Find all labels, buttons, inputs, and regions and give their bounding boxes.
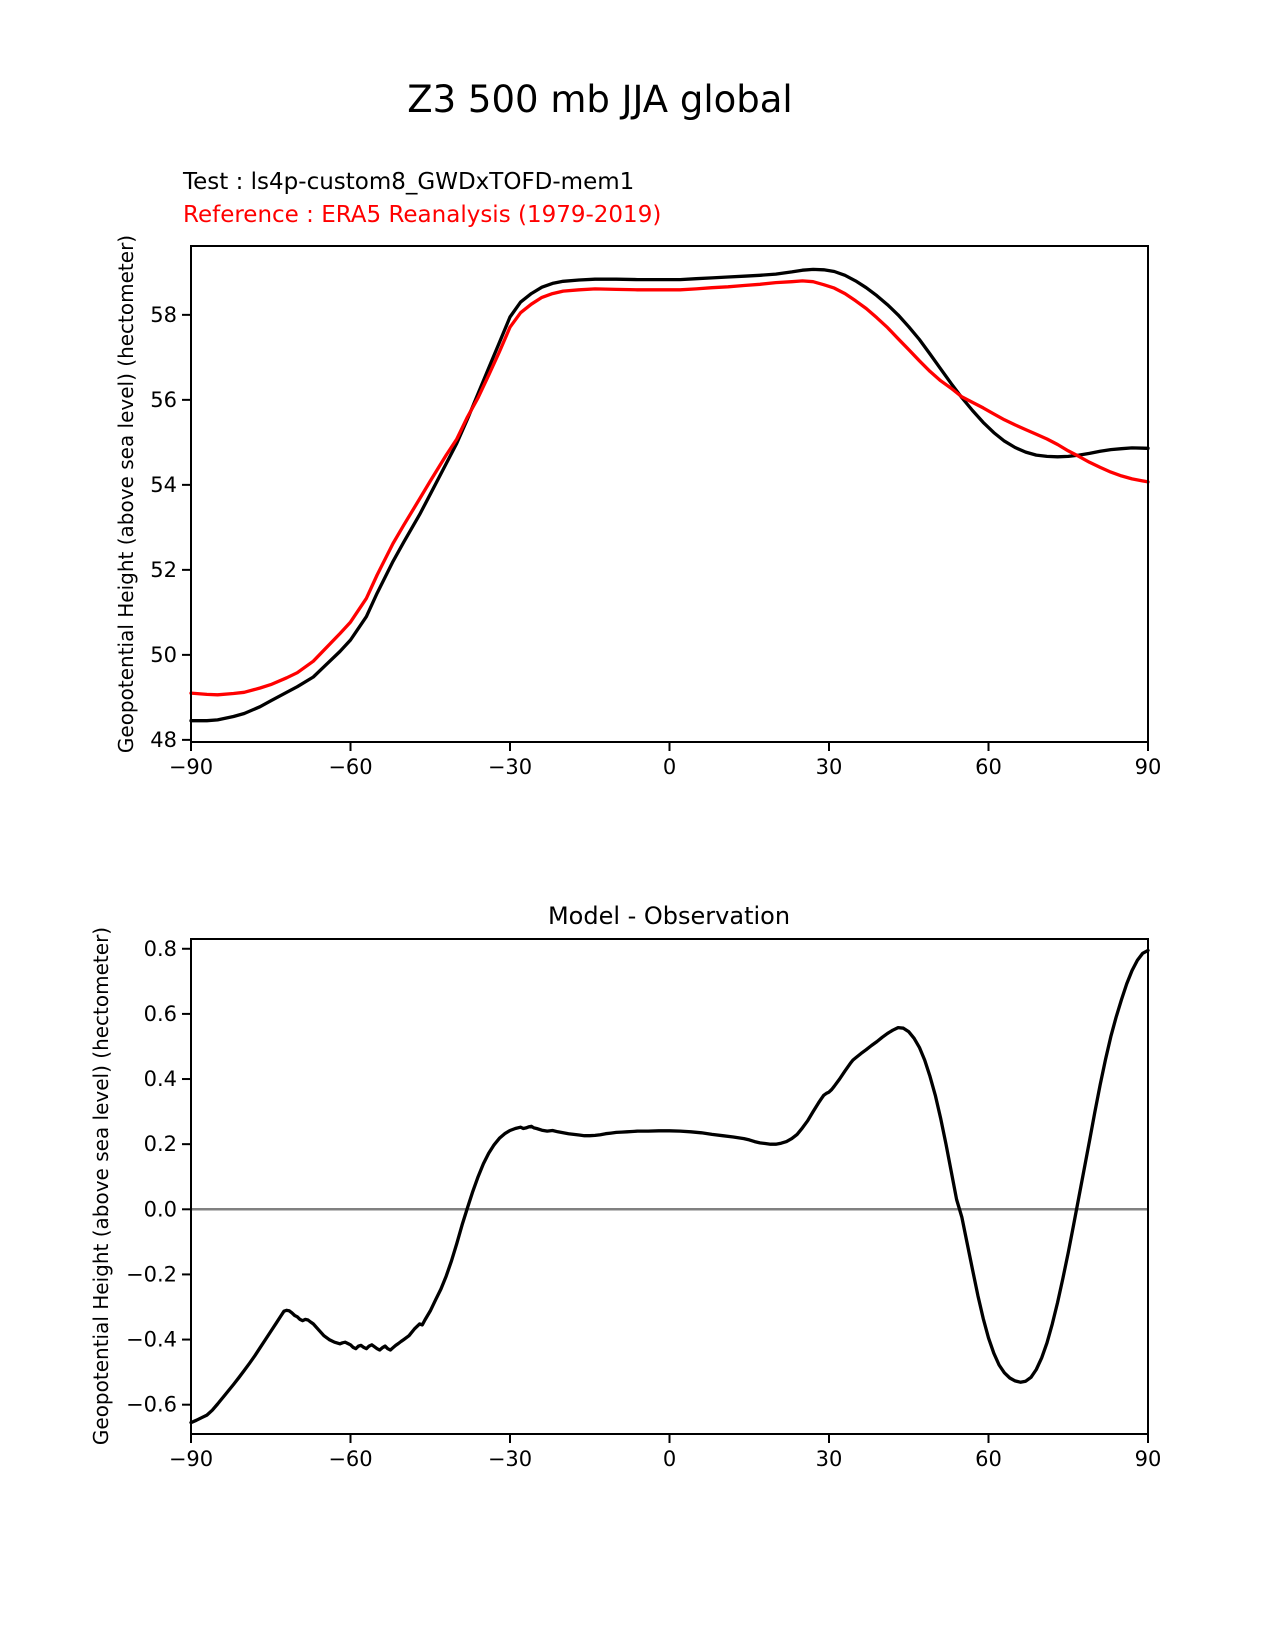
axes-spines xyxy=(191,246,1148,742)
x-tick-label: −30 xyxy=(487,1447,533,1471)
y-tick-label: 0.8 xyxy=(143,936,177,961)
bottom-chart-title: Model - Observation xyxy=(547,902,791,930)
y-tick-label: 0.4 xyxy=(143,1067,177,1092)
y-tick-label: −0.4 xyxy=(126,1327,177,1352)
x-tick-label: 90 xyxy=(1134,1447,1162,1471)
top-chart-ylabel: Geopotential Height (above sea level) (hectometer) xyxy=(114,234,138,754)
y-tick-label: 0.6 xyxy=(143,1001,177,1026)
y-tick-label: 0.2 xyxy=(143,1132,177,1157)
series-line-reference xyxy=(191,281,1148,695)
legend-entry-reference: Reference : ERA5 Reanalysis (1979-2019) xyxy=(183,202,662,228)
top-chart xyxy=(150,246,1161,779)
legend-entry-test: Test : ls4p-custom8_GWDxTOFD-mem1 xyxy=(183,169,635,195)
series-line-difference xyxy=(191,950,1148,1422)
x-tick-label: 90 xyxy=(1134,755,1162,779)
y-tick-label: −0.6 xyxy=(126,1392,177,1417)
x-tick-label: −30 xyxy=(487,755,533,779)
y-tick-label: 50 xyxy=(150,642,177,667)
y-tick-label: −0.2 xyxy=(126,1262,177,1287)
y-tick-label: 56 xyxy=(150,387,177,412)
x-tick-label: 30 xyxy=(815,755,843,779)
x-tick-label: −60 xyxy=(328,755,373,779)
x-tick-label: 0 xyxy=(662,755,677,779)
x-tick-label: 30 xyxy=(815,1447,843,1471)
y-tick-label: 48 xyxy=(150,727,177,752)
figure-title: Z3 500 mb JJA global xyxy=(407,78,793,121)
x-tick-label: −90 xyxy=(168,755,214,779)
bottom-chart-ylabel: Geopotential Height (above sea level) (hectometer) xyxy=(89,926,113,1446)
axes-spines xyxy=(191,939,1148,1434)
y-tick-label: 58 xyxy=(150,302,177,327)
y-tick-label: 54 xyxy=(150,472,177,497)
x-tick-label: 0 xyxy=(662,1447,677,1471)
bottom-chart xyxy=(126,937,1161,1471)
y-tick-label: 52 xyxy=(150,557,177,582)
x-tick-label: 60 xyxy=(975,755,1002,779)
x-tick-label: 60 xyxy=(975,1447,1002,1471)
x-tick-label: −90 xyxy=(168,1447,214,1471)
series-line-test xyxy=(191,269,1148,720)
x-tick-label: −60 xyxy=(328,1447,373,1471)
y-tick-label: 0.0 xyxy=(143,1197,177,1222)
